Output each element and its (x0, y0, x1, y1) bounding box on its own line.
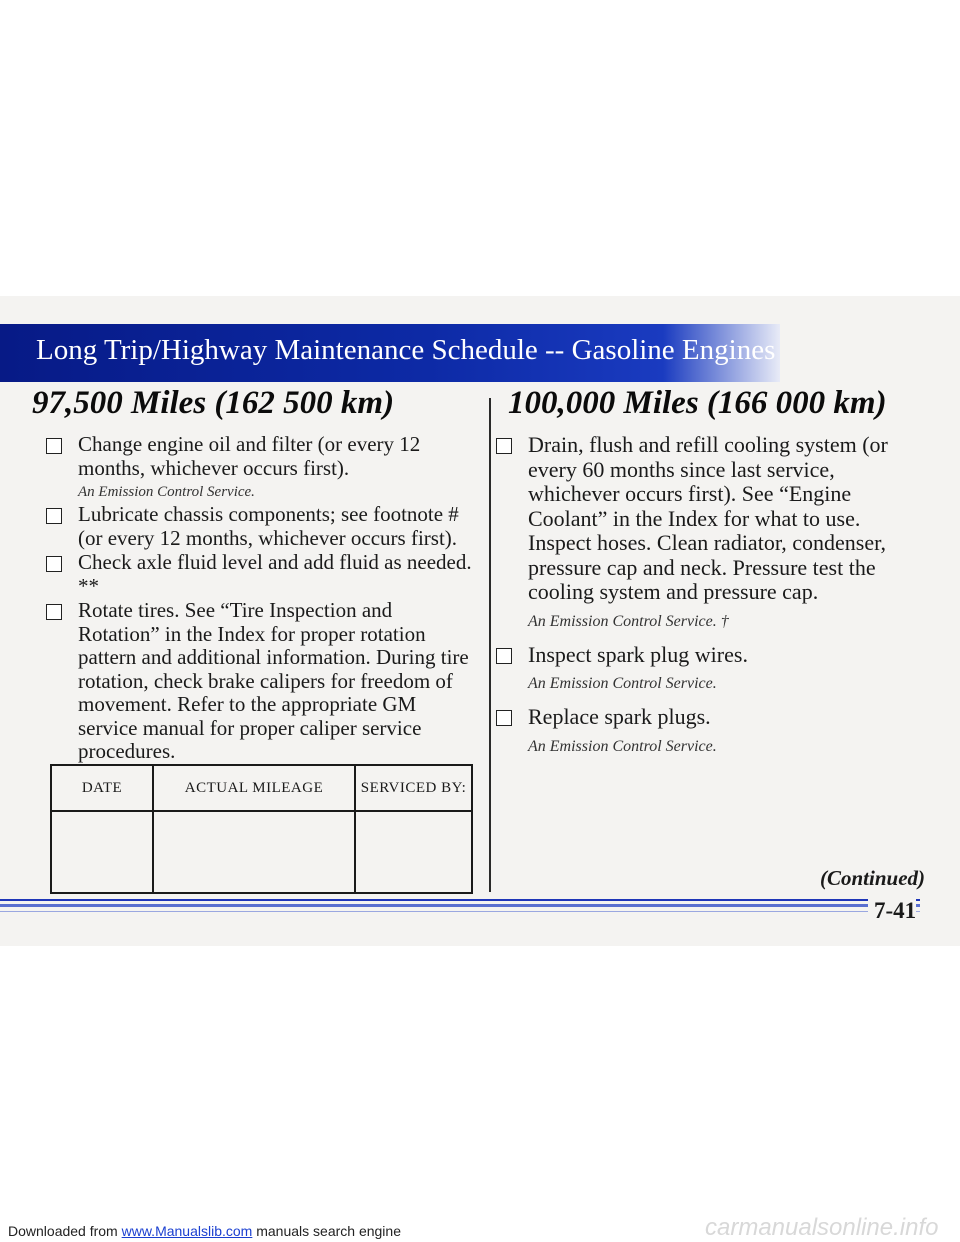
date-cell[interactable] (51, 811, 153, 893)
section-header-bar (0, 324, 780, 382)
mileage-cell[interactable] (153, 811, 355, 893)
page-number: 7-41 (868, 898, 916, 924)
footer-rule (0, 911, 920, 912)
footer-suffix: manuals search engine (252, 1223, 401, 1239)
footer-prefix: Downloaded from (8, 1223, 122, 1239)
section-title: Long Trip/Highway Maintenance Schedule -- Gasoline Engines (36, 334, 776, 366)
item-text: Check axle fluid level and add fluid as needed. ** (78, 550, 472, 598)
footer-rule (0, 899, 920, 901)
checkbox-icon[interactable] (46, 556, 62, 572)
checkbox-icon[interactable] (496, 710, 512, 726)
item-text: Inspect spark plug wires. (528, 641, 748, 667)
item-text: Drain, flush and refill cooling system (or every 60 months since last service, whichever occurs first). See “Engine Coolant” in the Index for what to use. Inspect hoses. Clean radiator, condenser, pressure cap and neck. Pressure test the cooling system and pressure cap. (528, 432, 888, 604)
download-footer (8, 1223, 401, 1239)
watermark: carmanualsonline.info (705, 1214, 939, 1241)
continued-label: (Continued) (820, 866, 926, 890)
interval-heading-100000: 100,000 Miles (166 000 km) (508, 385, 887, 421)
column-header-date: DATE (51, 765, 153, 811)
item-text: Lubricate chassis components; see footnote # (or every 12 months, whichever occurs first). (78, 502, 459, 550)
item-text: Change engine oil and filter (or every 12 months, whichever occurs first). (78, 432, 421, 480)
service-log-table (50, 764, 473, 894)
checkbox-icon[interactable] (496, 438, 512, 454)
checkbox-icon[interactable] (496, 648, 512, 664)
item-text: Rotate tires. See “Tire Inspection and Rotation” in the Index for proper rotation pattern and additional information. During tire rotation, check brake calipers for freedom of movement. Refer to the appropriate GM service manual for proper caliper service procedures. (78, 598, 469, 763)
checklist-item (32, 551, 477, 598)
checklist-item (482, 705, 927, 730)
checklist-item (32, 433, 477, 480)
footer-rule (0, 904, 920, 907)
emission-note: An Emission Control Service. † (528, 612, 729, 630)
checkbox-icon[interactable] (46, 438, 62, 454)
left-checklist (32, 433, 477, 765)
item-text: Replace spark plugs. (528, 704, 711, 729)
checkbox-icon[interactable] (46, 508, 62, 524)
interval-heading-97500: 97,500 Miles (162 500 km) (32, 385, 395, 421)
emission-note: An Emission Control Service. (528, 737, 717, 755)
checkbox-icon[interactable] (46, 604, 62, 620)
checklist-item (482, 643, 927, 668)
checklist-item (482, 433, 927, 605)
column-header-serviced-by: SERVICED BY: (355, 765, 472, 811)
emission-note: An Emission Control Service. (78, 484, 255, 500)
checklist-item (32, 503, 477, 550)
emission-note: An Emission Control Service. (528, 675, 717, 692)
serviced-by-cell[interactable] (355, 811, 472, 893)
manualslib-link[interactable]: www.Manualslib.com (121, 1223, 253, 1239)
column-header-mileage: ACTUAL MILEAGE (153, 765, 355, 811)
checklist-item (32, 599, 477, 764)
right-checklist (482, 433, 927, 768)
